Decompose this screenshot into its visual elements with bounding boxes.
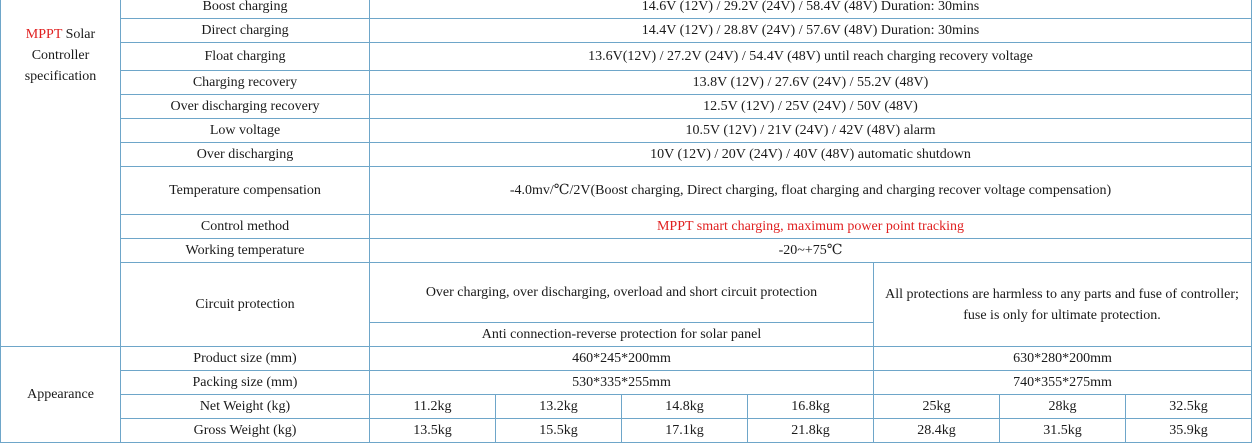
row-label: Charging recovery: [192, 74, 298, 90]
row-value: 13.6V(12V) / 27.2V (24V) / 54.4V (48V) until reach charging recovery voltage: [588, 48, 1033, 64]
row-label: Over discharging recovery: [170, 98, 320, 114]
section-header-appearance: Appearance: [27, 387, 94, 402]
packing-size-right: 740*355*275mm: [1013, 374, 1112, 390]
product-size-right: 630*280*200mm: [1013, 350, 1112, 366]
row-label: Low voltage: [209, 122, 281, 138]
row-value: -4.0mv/℃/2V(Boost charging, Direct charging, float charging and charging recover voltage compensation): [509, 182, 1112, 198]
gross-weight-value: 28.4kg: [917, 422, 956, 438]
net-weight-value: 32.5kg: [1169, 398, 1208, 414]
row-label: Over discharging: [196, 146, 294, 162]
row-value: 12.5V (12V) / 25V (24V) / 50V (48V): [703, 98, 918, 114]
net-weight-value: 14.8kg: [665, 398, 704, 414]
circuit-protection-note: All protections are harmless to any parts and fuse of controller; fuse is only for ultimate protection.: [885, 286, 1239, 323]
row-value: 14.6V (12V) / 29.2V (24V) / 58.4V (48V) Duration: 30mins: [641, 0, 980, 14]
row-value: 13.8V (12V) / 27.6V (24V) / 55.2V (48V): [692, 74, 929, 90]
row-value: 14.4V (12V) / 28.8V (24V) / 57.6V (48V) Duration: 30mins: [641, 22, 980, 38]
row-value: 10.5V (12V) / 21V (24V) / 42V (48V) alarm: [685, 122, 936, 138]
circuit-protection-solar: Anti connection-reverse protection for solar panel: [481, 326, 762, 342]
circuit-protection-label: Circuit protection: [195, 296, 295, 312]
row-label: Working temperature: [185, 242, 305, 258]
net-weight-value: 25kg: [922, 398, 951, 414]
net-weight-value: 16.8kg: [791, 398, 830, 414]
section-header-controller: [1, 0, 120, 110]
row-label: Temperature compensation: [169, 182, 321, 198]
net-weight-label: Net Weight (kg): [199, 398, 291, 414]
gross-weight-value: 35.9kg: [1169, 422, 1208, 438]
row-label: Direct charging: [201, 22, 289, 38]
mppt-word: MPPT: [25, 26, 63, 42]
gross-weight-value: 21.8kg: [791, 422, 830, 438]
net-weight-value: 13.2kg: [539, 398, 578, 414]
net-weight-value: 11.2kg: [413, 398, 452, 414]
gross-weight-label: Gross Weight (kg): [193, 422, 297, 438]
product-size-left: 460*245*200mm: [572, 350, 671, 366]
gross-weight-value: 13.5kg: [413, 422, 452, 438]
product-size-label: Product size (mm): [193, 350, 297, 366]
row-value-highlight: MPPT smart charging, maximum power point tracking: [656, 218, 965, 234]
row-label: Control method: [200, 218, 290, 234]
net-weight-value: 28kg: [1048, 398, 1077, 414]
gross-weight-value: 15.5kg: [539, 422, 578, 438]
row-value: 10V (12V) / 20V (24V) / 40V (48V) automatic shutdown: [650, 146, 971, 162]
packing-size-left: 530*335*255mm: [572, 374, 671, 390]
section-header-rest: Solar Controller specification: [24, 26, 97, 84]
circuit-protection-main: Over charging, over discharging, overload and short circuit protection: [425, 284, 818, 300]
gross-weight-value: 17.1kg: [665, 422, 704, 438]
gross-weight-value: 31.5kg: [1043, 422, 1082, 438]
row-label: Boost charging: [202, 0, 288, 14]
packing-size-label: Packing size (mm): [192, 374, 298, 390]
row-value: -20~+75℃: [778, 242, 843, 258]
row-label: Float charging: [204, 48, 286, 64]
